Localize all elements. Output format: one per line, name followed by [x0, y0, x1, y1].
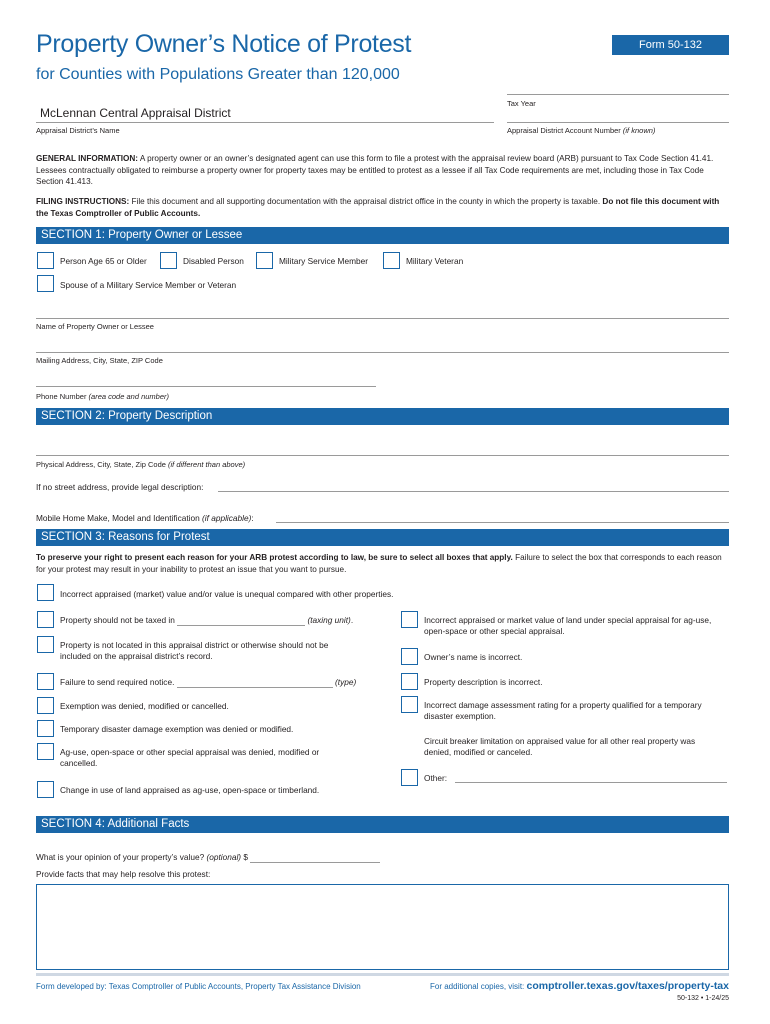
phone-field[interactable]	[36, 372, 376, 386]
label-military-member: Military Service Member	[279, 256, 368, 266]
phone-line	[36, 386, 376, 387]
checkbox-property-description[interactable]	[401, 673, 418, 690]
checkbox-damage-assessment[interactable]	[401, 696, 418, 713]
section-4-header: SECTION 4: Additional Facts	[36, 816, 729, 833]
taxing-unit-field[interactable]	[177, 617, 305, 626]
checkbox-notice-failure[interactable]	[37, 673, 54, 690]
notice-type-field[interactable]	[177, 679, 333, 688]
mobile-home-field[interactable]	[276, 510, 729, 523]
checkbox-age-65[interactable]	[37, 252, 54, 269]
label-disabled: Disabled Person	[183, 256, 244, 266]
legal-description-field[interactable]	[218, 479, 729, 492]
checkbox-exemption-denied[interactable]	[37, 697, 54, 714]
section-3-header: SECTION 3: Reasons for Protest	[36, 529, 729, 546]
checkbox-military-spouse[interactable]	[37, 275, 54, 292]
account-number-field[interactable]	[507, 108, 729, 122]
label-ag-use-denied: Ag-use, open-space or other special appraisal was denied, modified or cancelled.	[60, 747, 320, 769]
checkbox-ag-use-denied[interactable]	[37, 743, 54, 760]
label-property-description: Property description is incorrect.	[424, 677, 543, 687]
label-exemption-denied: Exemption was denied, modified or cancelled.	[60, 701, 229, 711]
footer-copies: For additional copies, visit: comptroller.texas.gov/taxes/property-tax	[430, 980, 729, 992]
facts-label: Provide facts that may help resolve this protest:	[36, 869, 211, 879]
section-2-header: SECTION 2: Property Description	[36, 408, 729, 425]
owner-name-line	[36, 318, 729, 319]
form-subtitle: for Counties with Populations Greater than 120,000	[36, 66, 400, 83]
label-damage-assessment: Incorrect damage assessment rating for a property qualified for a temporary disaster exemption.	[424, 700, 702, 722]
checkbox-land-value[interactable]	[401, 611, 418, 628]
tax-year-label: Tax Year	[507, 99, 536, 108]
checkbox-disaster-exemption[interactable]	[37, 720, 54, 737]
section-3-intro: To preserve your right to present each reason for your ARB protest according to law, be sure to select all boxes that apply. Failure to select the box that corresponds to each reason for your protest may result in your inability to protest an issue that you want to pursue.	[36, 553, 722, 574]
owner-name-label: Name of Property Owner or Lessee	[36, 322, 154, 331]
label-military-veteran: Military Veteran	[406, 256, 464, 266]
physical-address-line	[36, 455, 729, 456]
other-field[interactable]	[455, 770, 727, 783]
label-circuit-breaker: Circuit breaker limitation on appraised value for all other real property was denied, modified or canceled.	[424, 736, 696, 758]
footer-form-code: 50-132 • 1-24/25	[677, 995, 729, 1002]
opinion-value-label: What is your opinion of your property’s value? (optional) $	[36, 852, 380, 863]
label-incorrect-value: Incorrect appraised (market) value and/or value is unequal compared with other properties.	[60, 589, 394, 599]
opinion-value-field[interactable]	[250, 854, 380, 863]
physical-address-label: Physical Address, City, State, Zip Code (if different than above)	[36, 460, 246, 469]
mailing-address-field[interactable]	[36, 338, 729, 352]
filing-instructions: FILING INSTRUCTIONS: File this document and all supporting documentation with the appraisal district office in the county in which the property is taxable. Do not file this document with the Texas Comptroller of Public Accounts.	[36, 197, 720, 218]
form-title: Property Owner’s Notice of Protest	[36, 30, 412, 58]
checkbox-change-in-use[interactable]	[37, 781, 54, 798]
label-disaster-exemption: Temporary disaster damage exemption was denied or modified.	[60, 724, 294, 734]
label-not-taxed: Property should not be taxed in (taxing unit).	[60, 615, 354, 625]
comptroller-link[interactable]: comptroller.texas.gov/taxes/property-tax	[526, 980, 729, 992]
owner-name-field[interactable]	[36, 304, 729, 318]
mailing-address-label: Mailing Address, City, State, ZIP Code	[36, 356, 163, 365]
tax-year-line	[507, 94, 729, 95]
facts-textarea[interactable]	[36, 884, 729, 970]
checkbox-not-located[interactable]	[37, 636, 54, 653]
checkbox-incorrect-value[interactable]	[37, 584, 54, 601]
appraisal-district-name-value[interactable]: McLennan Central Appraisal District	[40, 106, 231, 120]
mailing-address-line	[36, 352, 729, 353]
physical-address-field[interactable]	[36, 441, 729, 455]
checkbox-disabled[interactable]	[160, 252, 177, 269]
checkbox-owner-name[interactable]	[401, 648, 418, 665]
label-other: Other:	[424, 773, 448, 783]
district-name-line	[36, 122, 494, 123]
account-number-line	[507, 122, 729, 123]
general-information: GENERAL INFORMATION: A property owner or an owner’s designated agent can use this form to file a protest with the appraisal review board (ARB) pursuant to Tax Code Section 41.41. Lessees contractually obligated to reimburse a property owner for property taxes may be entitled to protest as a lessee if all Tax Code requirements are met, including those in Tax Code Section 41.413.	[36, 154, 714, 187]
account-number-label: Appraisal District Account Number (if known)	[507, 126, 656, 135]
checkbox-other[interactable]	[401, 769, 418, 786]
label-military-spouse: Spouse of a Military Service Member or Veteran	[60, 280, 237, 290]
mobile-home-label: Mobile Home Make, Model and Identification (if applicable):	[36, 513, 254, 523]
label-change-in-use: Change in use of land appraised as ag-use, open-space or timberland.	[60, 785, 320, 795]
checkbox-military-veteran[interactable]	[383, 252, 400, 269]
form-number-badge: Form 50-132	[612, 35, 729, 55]
checkbox-military-member[interactable]	[256, 252, 273, 269]
phone-label: Phone Number (area code and number)	[36, 392, 169, 401]
checkbox-not-taxed[interactable]	[37, 611, 54, 628]
footer-developer: Form developed by: Texas Comptroller of Public Accounts, Property Tax Assistance Division	[36, 982, 361, 991]
legal-description-label: If no street address, provide legal description:	[36, 482, 204, 492]
label-owner-name: Owner’s name is incorrect.	[424, 652, 523, 662]
footer-rule	[36, 973, 729, 976]
label-notice-failure: Failure to send required notice. (type)	[60, 677, 357, 687]
label-not-located: Property is not located in this appraisal district or otherwise should not be included on the appraisal district’s record.	[60, 640, 329, 662]
district-name-label: Appraisal District’s Name	[36, 126, 120, 135]
section-1-header: SECTION 1: Property Owner or Lessee	[36, 227, 729, 244]
label-age-65: Person Age 65 or Older	[60, 256, 147, 266]
label-land-value: Incorrect appraised or market value of land under special appraisal for ag-use, open-space or other special appraisal.	[424, 615, 712, 637]
